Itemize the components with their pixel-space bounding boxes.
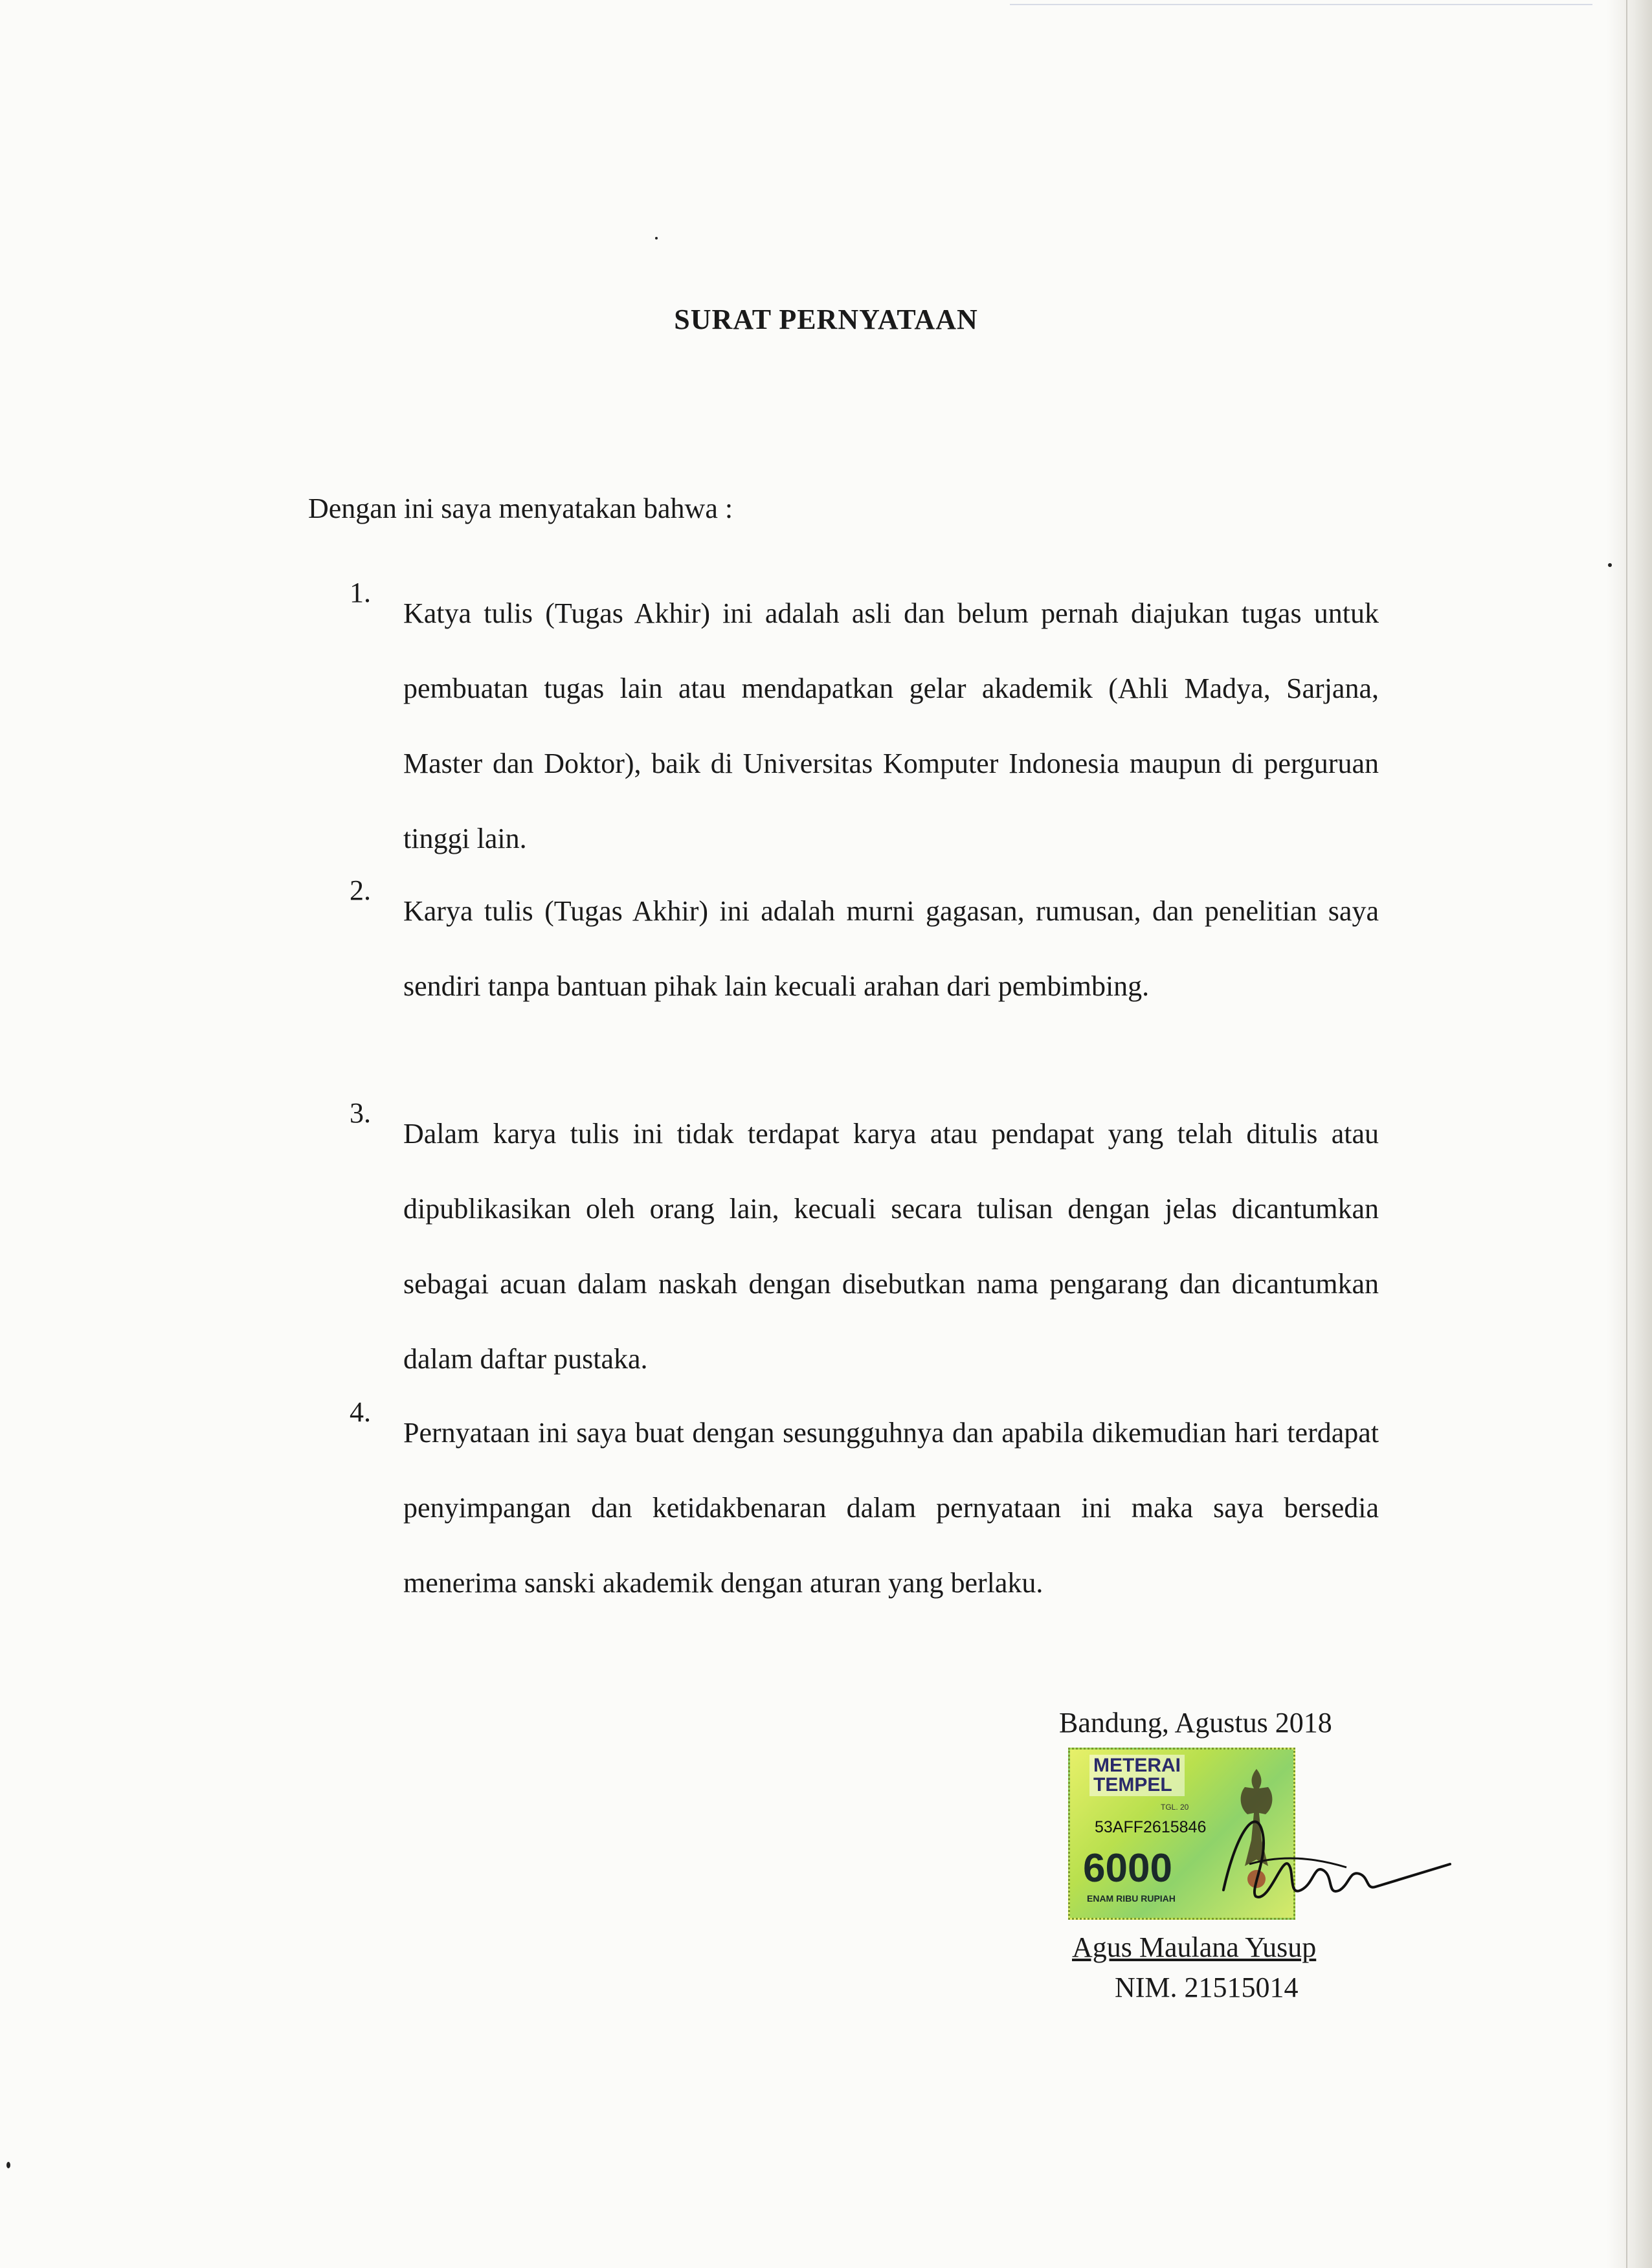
item-text: Karya tulis (Tugas Akhir) ini adalah murni gagasan, rumusan, dan penelitian saya sendiri tanpa bantuan pihak lain kecuali arahan dari pembimbing.: [403, 895, 1379, 1002]
stamp-date-label: TGL. 20: [1161, 1803, 1189, 1812]
item-text: Katya tulis (Tugas Akhir) ini adalah asli dan belum pernah diajukan tugas untuk pembuatan tugas lain atau mendapatkan gelar akademik (Ahli Madya, Sarjana, Master dan Doktor), baik di Universitas Komputer Indonesia maupun di perguruan tinggi lain.: [403, 597, 1379, 854]
intro-statement: Dengan ini saya menyatakan bahwa :: [308, 493, 733, 524]
item-number: 3.: [350, 1097, 371, 1129]
item-number: 2.: [350, 874, 371, 906]
document-title: SURAT PERNYATAAN: [674, 304, 978, 335]
signer-name: Agus Maulana Yusup: [1072, 1931, 1317, 1963]
place-date: Bandung, Agustus 2018: [1059, 1707, 1332, 1739]
scan-speck: [6, 2162, 10, 2168]
stamp-value-words: ENAM RIBU RUPIAH: [1087, 1893, 1176, 1904]
page-edge-line: [1626, 0, 1627, 2268]
stamp-serial: 53AFF2615846: [1095, 1818, 1207, 1836]
stamp-header-line2: TEMPEL: [1093, 1774, 1172, 1796]
stamp-header: [1089, 1755, 1185, 1796]
stamp-value: 6000: [1083, 1846, 1172, 1891]
page-edge-shadow: [1607, 0, 1652, 2268]
item-text: Pernyataan ini saya buat dengan sesungguhnya dan apabila dikemudian hari terdapat penyimpangan dan ketidakbenaran dalam pernyataan ini maka saya bersedia menerima sanski akademik dengan aturan yang berlaku.: [403, 1417, 1379, 1599]
item-number: 4.: [350, 1396, 371, 1428]
scan-speck: [655, 237, 658, 239]
scan-edge-line: [1010, 4, 1592, 5]
item-number: 1.: [350, 577, 371, 608]
item-text: Dalam karya tulis ini tidak terdapat karya atau pendapat yang telah ditulis atau dipublikasikan oleh orang lain, kecuali secara tulisan dengan jelas dicantumkan sebagai acuan dalam naskah dengan disebutkan nama pengarang dan dicantumkan dalam daftar pustaka.: [403, 1118, 1379, 1375]
scan-speck: [1608, 563, 1612, 567]
stamp-header-line1: METERAI: [1093, 1755, 1181, 1776]
signer-nim: NIM. 21515014: [1115, 1972, 1299, 2003]
handwritten-signature: [1211, 1793, 1457, 1922]
